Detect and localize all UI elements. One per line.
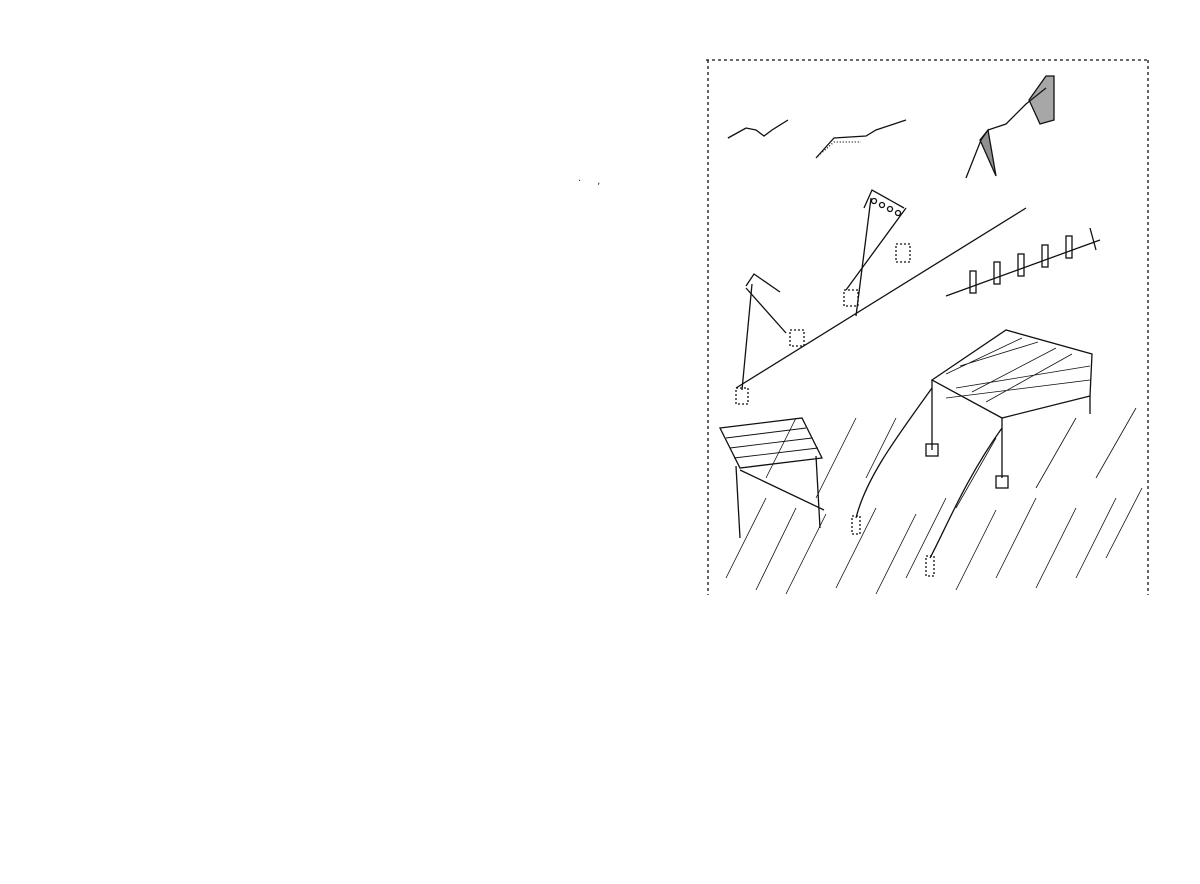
snow-retaining-structures-illustration — [706, 58, 1150, 595]
right-page — [600, 0, 1200, 884]
margin-marks: · , — [578, 176, 601, 187]
figure-63 — [706, 58, 1150, 595]
